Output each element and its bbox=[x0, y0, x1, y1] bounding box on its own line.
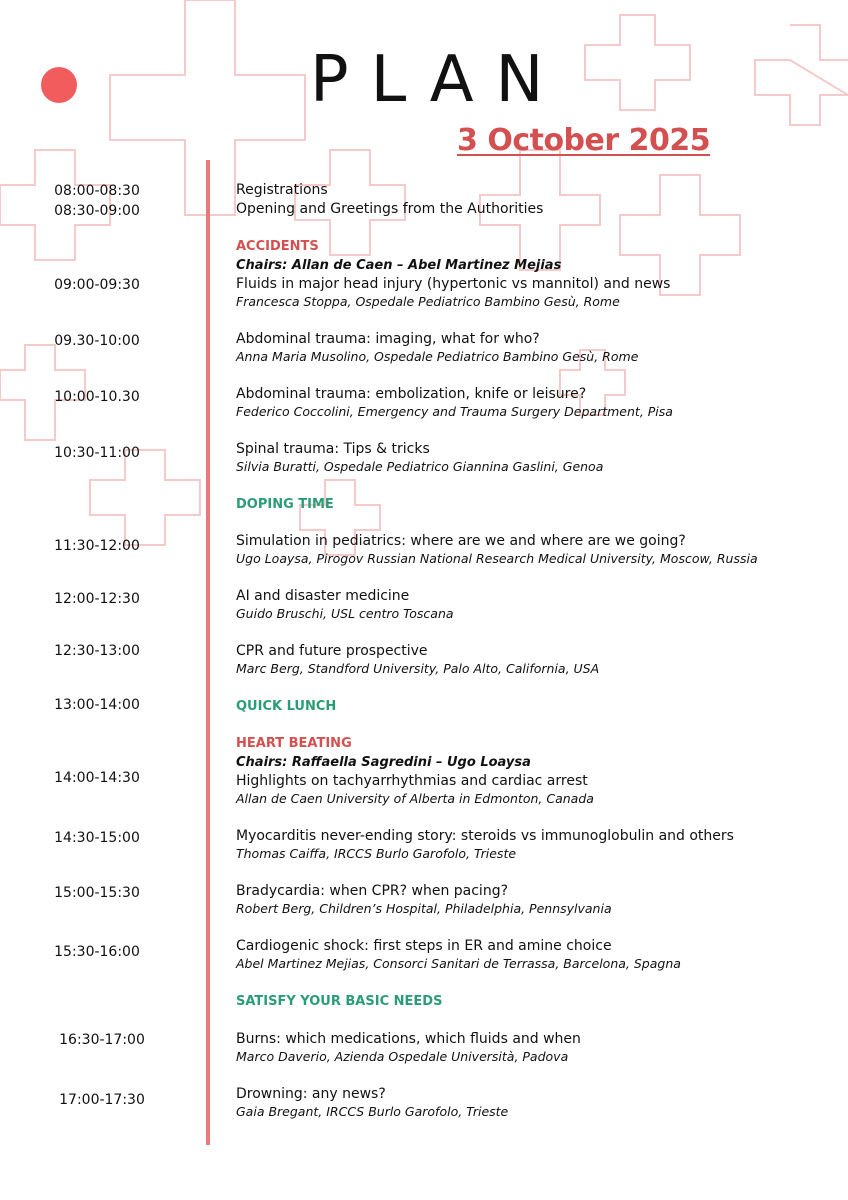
talk-title: Opening and Greetings from the Authorities bbox=[236, 201, 544, 217]
time-slot: 09:00-09:30 bbox=[54, 277, 140, 293]
page-title: PLAN bbox=[310, 43, 566, 117]
section-heading: ACCIDENTS bbox=[236, 239, 319, 254]
talk-title: Drowning: any news? bbox=[236, 1086, 386, 1102]
talk-title: CPR and future prospective bbox=[236, 643, 428, 659]
talk-title: Highlights on tachyarrhythmias and cardiac arrest bbox=[236, 773, 588, 789]
time-slot: 16:30-17:00 bbox=[59, 1032, 145, 1048]
talk-speaker: Thomas Caiffa, IRCCS Burlo Garofolo, Trieste bbox=[236, 846, 517, 861]
talk-title: Registrations bbox=[236, 182, 328, 198]
talk-speaker: Marco Daverio, Azienda Ospedale Università, Padova bbox=[236, 1049, 569, 1064]
section-heading: HEART BEATING bbox=[236, 736, 352, 751]
talk-speaker: Robert Berg, Children’s Hospital, Philadelphia, Pennsylvania bbox=[236, 901, 612, 916]
time-slot: 12:30-13:00 bbox=[54, 643, 140, 659]
talk-speaker: Abel Martinez Mejias, Consorci Sanitari de Terrassa, Barcelona, Spagna bbox=[236, 956, 681, 971]
talk-speaker: Marc Berg, Standford University, Palo Alto, California, USA bbox=[236, 661, 600, 676]
time-slot: 15:30-16:00 bbox=[54, 944, 140, 960]
time-slot: 13:00-14:00 bbox=[54, 697, 140, 713]
section-heading: SATISFY YOUR BASIC NEEDS bbox=[236, 994, 443, 1009]
talk-speaker: Ugo Loaysa, Pirogov Russian National Research Medical University, Moscow, Russia bbox=[236, 551, 758, 566]
section-heading: QUICK LUNCH bbox=[236, 699, 337, 714]
red-dot-decoration bbox=[41, 67, 77, 103]
talk-speaker: Francesca Stoppa, Ospedale Pediatrico Bambino Gesù, Rome bbox=[236, 294, 620, 309]
talk-title: Fluids in major head injury (hypertonic vs mannitol) and news bbox=[236, 276, 671, 292]
time-slot: 09.30-10:00 bbox=[54, 333, 140, 349]
talk-speaker: Allan de Caen University of Alberta in Edmonton, Canada bbox=[236, 791, 594, 806]
talk-speaker: Federico Coccolini, Emergency and Trauma Surgery Department, Pisa bbox=[236, 404, 673, 419]
time-slot: 11:30-12:00 bbox=[54, 538, 140, 554]
talk-title: Abdominal trauma: embolization, knife or leisure? bbox=[236, 386, 587, 402]
session-chairs: Chairs: Raffaella Sagredini – Ugo Loaysa bbox=[236, 755, 531, 770]
talk-speaker: Guido Bruschi, USL centro Toscana bbox=[236, 606, 454, 621]
time-slot: 14:00-14:30 bbox=[54, 770, 140, 786]
talk-title: Abdominal trauma: imaging, what for who? bbox=[236, 331, 540, 347]
talk-title: Cardiogenic shock: first steps in ER and amine choice bbox=[236, 938, 612, 954]
timeline-divider bbox=[206, 160, 210, 1145]
event-date: 3 October 2025 bbox=[457, 123, 711, 158]
time-slot: 14:30-15:00 bbox=[54, 830, 140, 846]
talk-title: Bradycardia: when CPR? when pacing? bbox=[236, 883, 509, 899]
talk-speaker: Gaia Bregant, IRCCS Burlo Garofolo, Trieste bbox=[236, 1104, 509, 1119]
time-slot: 10:00-10.30 bbox=[54, 389, 140, 405]
time-slot: 15:00-15:30 bbox=[54, 885, 140, 901]
talk-title: AI and disaster medicine bbox=[236, 588, 410, 604]
time-slot: 17:00-17:30 bbox=[59, 1092, 145, 1108]
talk-speaker: Silvia Buratti, Ospedale Pediatrico Giannina Gaslini, Genoa bbox=[236, 459, 604, 474]
session-chairs: Chairs: Allan de Caen – Abel Martinez Mejias bbox=[236, 258, 562, 273]
talk-title: Spinal trauma: Tips & tricks bbox=[236, 441, 430, 457]
time-slot: 08:00-08:30 bbox=[54, 183, 140, 199]
talk-title: Simulation in pediatrics: where are we and where are we going? bbox=[236, 533, 686, 549]
time-slot: 08:30-09:00 bbox=[54, 203, 140, 219]
section-heading: DOPING TIME bbox=[236, 497, 334, 512]
talk-title: Burns: which medications, which fluids and when bbox=[236, 1031, 581, 1047]
talk-title: Myocarditis never-ending story: steroids vs immunoglobulin and others bbox=[236, 828, 734, 844]
time-slot: 10:30-11:00 bbox=[54, 445, 140, 461]
talk-speaker: Anna Maria Musolino, Ospedale Pediatrico Bambino Gesù, Rome bbox=[236, 349, 639, 364]
time-slot: 12:00-12:30 bbox=[54, 591, 140, 607]
